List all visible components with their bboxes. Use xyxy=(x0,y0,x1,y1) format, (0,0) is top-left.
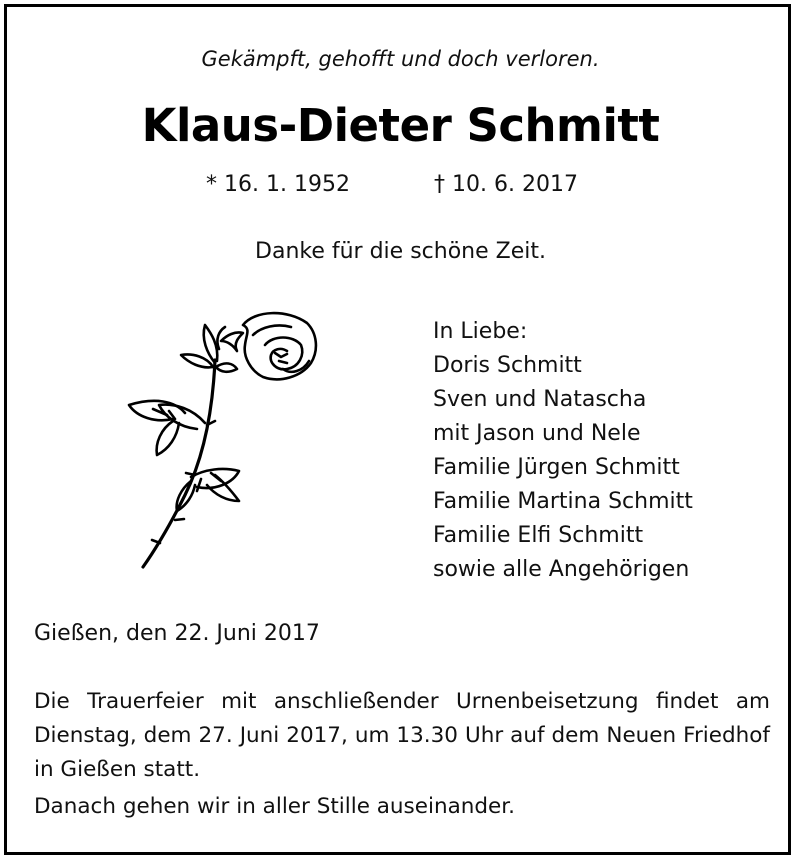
death-date: † 10. 6. 2017 xyxy=(434,172,578,197)
birth-date: * 16. 1. 1952 xyxy=(206,172,350,197)
rose-icon xyxy=(115,305,325,575)
motto: Gekämpft, gehofft und doch verloren. xyxy=(201,47,600,71)
closing-line: Danach gehen wir in aller Stille auseinander. xyxy=(34,794,515,819)
mourner-item: mit Jason und Nele xyxy=(433,421,641,446)
mourner-item: Familie Martina Schmitt xyxy=(433,489,693,514)
mourner-item: sowie alle Angehörigen xyxy=(433,557,690,582)
mourner-item: Familie Elfi Schmitt xyxy=(433,523,644,548)
thanks-line: Danke für die schöne Zeit. xyxy=(255,239,546,264)
mourner-item: Sven und Natascha xyxy=(433,387,647,412)
mourners-heading: In Liebe: xyxy=(433,319,528,344)
mourners-list xyxy=(433,315,693,587)
mourner-item: Doris Schmitt xyxy=(433,353,582,378)
deceased-name: Klaus-Dieter Schmitt xyxy=(141,99,660,152)
place-date: Gießen, den 22. Juni 2017 xyxy=(34,621,320,646)
obituary-notice xyxy=(4,4,791,855)
ceremony-info: Die Trauerfeier mit anschließender Urnenbeisetzung findet am Dienstag, dem 27. Juni 2017, um 13.30 Uhr auf dem Neuen Friedhof in Gießen statt. xyxy=(34,689,770,782)
mourner-item: Familie Jürgen Schmitt xyxy=(433,455,680,480)
